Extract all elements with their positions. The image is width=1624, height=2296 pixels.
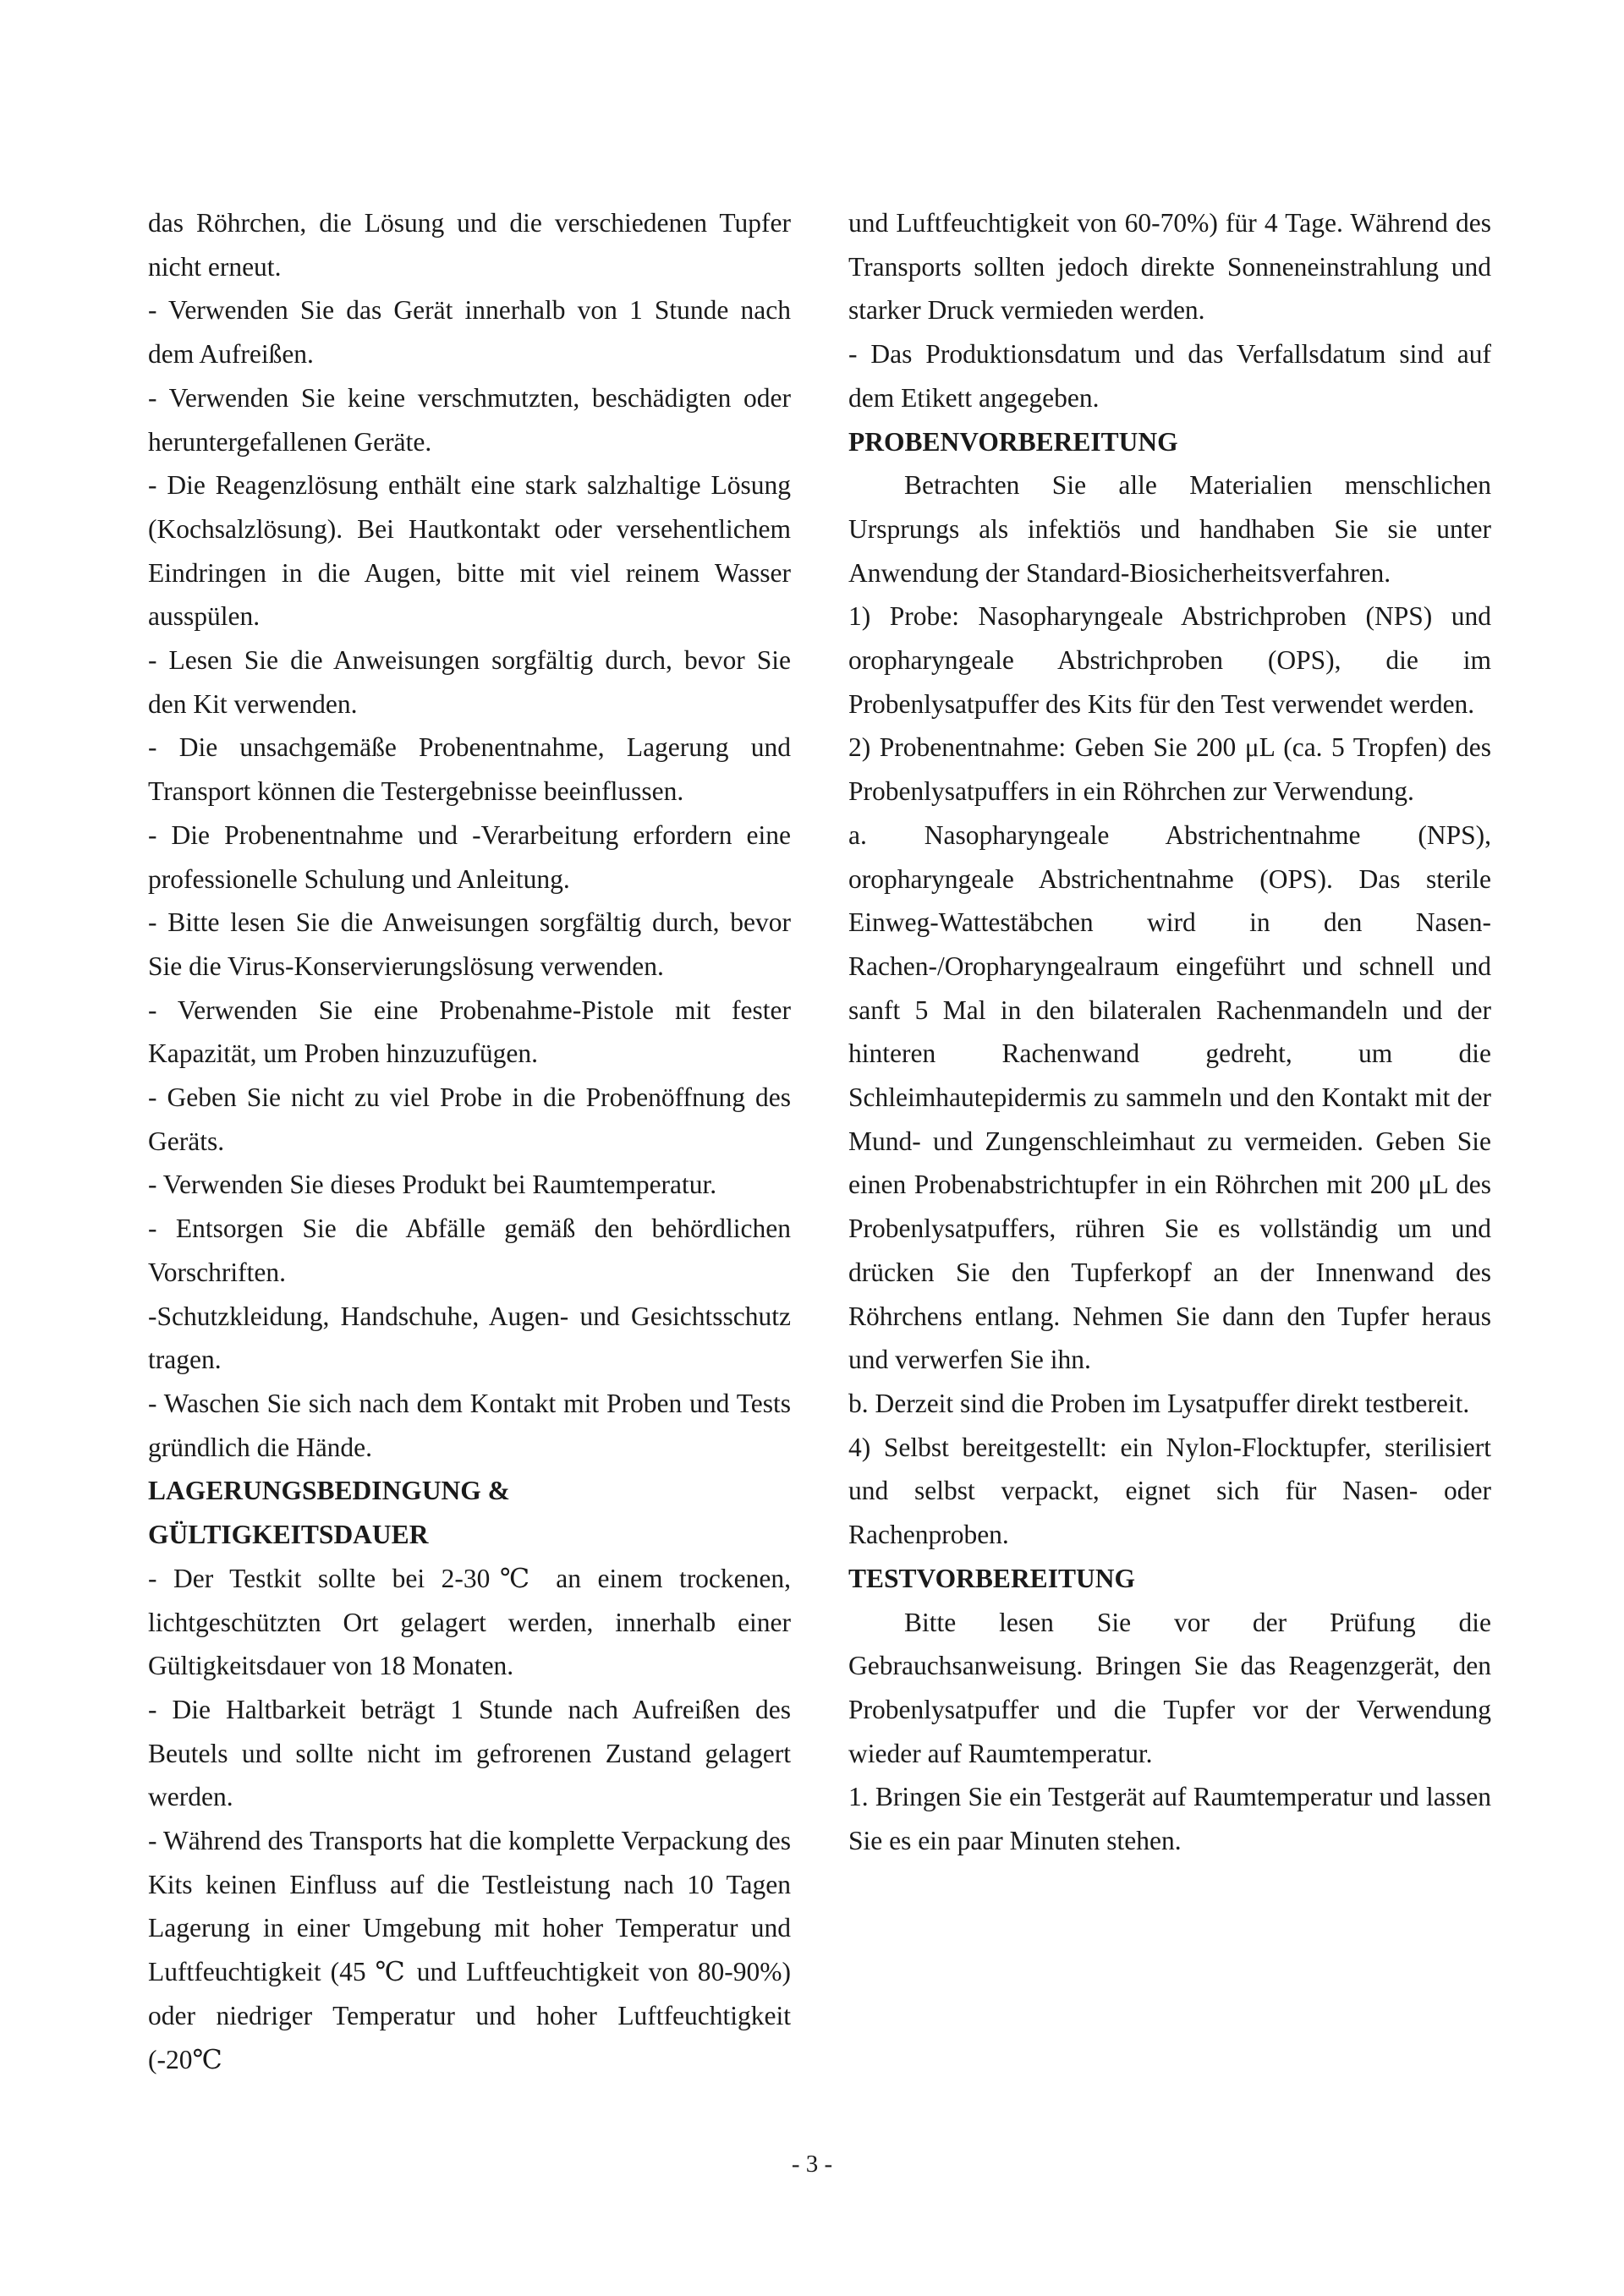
paragraph-improper-sampling: - Die unsachgemäße Probenentnahme, Lagerung und Transport können die Testergebnisse beeinflussen. <box>148 732 791 807</box>
paragraph-tube-reuse: das Röhrchen, die Lösung und die verschiedenen Tupfer nicht erneut. <box>148 208 791 282</box>
paragraph-test-instructions: Bitte lesen Sie vor der Prüfung die Gebrauchsanweisung. Bringen Sie das Reagenzgerät, den Probenlysatpuffer und die Tupfer vor der Verwendung wieder auf Raumtemperatur. <box>848 1607 1491 1768</box>
paragraph-no-damaged-devices: - Verwenden Sie keine verschmutzten, beschädigten oder heruntergefallenen Geräte. <box>148 382 791 457</box>
heading-validity: GÜLTIGKEITSDAUER <box>148 1520 429 1550</box>
paragraph-production-date: - Das Produktionsdatum und das Verfallsdatum sind auf dem Etikett angegeben. <box>848 339 1491 413</box>
paragraph-transport-continued: und Luftfeuchtigkeit von 60-70%) für 4 Tage. Während des Transports sollten jedoch direkte Sonneneinstrahlung und starker Druck vermieden werden. <box>848 208 1491 326</box>
paragraph-protective-clothing: -Schutzkleidung, Handschuhe, Augen- und Gesichtsschutz tragen. <box>148 1301 791 1375</box>
paragraph-self-provided: 4) Selbst bereitgestellt: ein Nylon-Flocktupfer, sterilisiert und selbst verpackt, eignet sich für Nasen- oder Rachenproben. <box>848 1432 1491 1550</box>
paragraph-waste-disposal: - Entsorgen Sie die Abfälle gemäß den behördlichen Vorschriften. <box>148 1214 791 1287</box>
right-column <box>848 201 1491 1863</box>
paragraph-storage-temperature: - Der Testkit sollte bei 2-30℃ an einem trockenen, lichtgeschützten Ort gelagert werden, innerhalb einer Gültigkeitsdauer von 18 Monaten. <box>148 1563 791 1681</box>
paragraph-preservation-solution: - Bitte lesen Sie die Anweisungen sorgfältig durch, bevor Sie die Virus-Konservierungslösung verwenden. <box>148 907 791 981</box>
paragraph-transport: - Während des Transports hat die komplette Verpackung des Kits keinen Einfluss auf die Testleistung nach 10 Tagen Lagerung in einer Umgebung mit hoher Temperatur und Luftfeuchtigkeit (45 ℃ und Luftfeuchtigkeit von 80-90%) oder niedriger Temperatur und hoher Luftfeuchtigkeit (-20℃ <box>148 1826 791 2074</box>
heading-sample-preparation: PROBENVORBEREITUNG <box>848 426 1178 457</box>
paragraph-swab-procedure: a. Nasopharyngeale Abstrichentnahme (NPS), oropharyngeale Abstrichentnahme (OPS). Das sterile Einweg-Wattestäbchen wird in den Nasen-Rachen-/Oropharyngealraum eingeführt und schnell und sanft 5 Mal in den bilateralen Rachenmandeln und der hinteren Rachenwand gedreht, um die Schleimhautepidermis zu sammeln und den Kontakt mit der Mund- und Zungenschleimhaut zu vermeiden. Geben Sie einen Probenabstrichtupfer in ein Röhrchen mit 200 μL des Probenlysatpuffers, rühren Sie es vollständig um und drücken Sie den Tupferkopf an der Innenwand des Röhrchens entlang. Nehmen Sie dann den Tupfer heraus und verwerfen Sie ihn. <box>848 819 1491 1375</box>
paragraph-room-temperature: - Verwenden Sie dieses Produkt bei Raumtemperatur. <box>148 1170 717 1200</box>
page-number: - 3 - <box>791 2151 833 2178</box>
paragraph-wash-hands: - Waschen Sie sich nach dem Kontakt mit Proben und Tests gründlich die Hände. <box>148 1388 791 1462</box>
paragraph-sample-type: 1) Probe: Nasopharyngeale Abstrichproben (NPS) und oropharyngeale Abstrichproben (OPS), die im Probenlysatpuffer des Kits für den Test verwendet werden. <box>848 601 1491 719</box>
paragraph-reagent-saline: - Die Reagenzlösung enthält eine stark salzhaltige Lösung (Kochsalzlösung). Bei Hautkontakt oder versehentlichem Eindringen in die Augen, bitte mit viel reinem Wasser ausspülen. <box>148 470 791 632</box>
paragraph-bring-to-room-temp: 1. Bringen Sie ein Testgerät auf Raumtemperatur und lassen Sie es ein paar Minuten stehen. <box>848 1782 1491 1856</box>
paragraph-sample-amount: - Geben Sie nicht zu viel Probe in die Probenöffnung des Geräts. <box>148 1082 791 1156</box>
heading-test-preparation: TESTVORBEREITUNG <box>848 1563 1135 1593</box>
paragraph-sample-collection: 2) Probenentnahme: Geben Sie 200 μL (ca. 5 Tropfen) des Probenlysatpuffers in ein Röhrchen zur Verwendung. <box>848 732 1491 807</box>
paragraph-biosafety: Betrachten Sie alle Materialien menschlichen Ursprungs als infektiös und handhaben Sie sie unter Anwendung der Standard-Biosicherheitsverfahren. <box>848 470 1491 588</box>
paragraph-professional-training: - Die Probenentnahme und -Verarbeitung erfordern eine professionelle Schulung und Anleitung. <box>148 819 791 894</box>
paragraph-shelf-life: - Die Haltbarkeit beträgt 1 Stunde nach Aufreißen des Beutels und sollte nicht im gefrorenen Zustand gelagert werden. <box>148 1694 791 1812</box>
heading-storage-conditions: LAGERUNGSBEDINGUNG & <box>148 1476 510 1506</box>
paragraph-ready-for-test: b. Derzeit sind die Proben im Lysatpuffer direkt testbereit. <box>848 1388 1470 1418</box>
paragraph-sampling-pistol: - Verwenden Sie eine Probenahme-Pistole mit fester Kapazität, um Proben hinzuzufügen. <box>148 995 791 1069</box>
paragraph-use-within-hour: - Verwenden Sie das Gerät innerhalb von 1 Stunde nach dem Aufreißen. <box>148 295 791 370</box>
paragraph-read-instructions: - Lesen Sie die Anweisungen sorgfältig durch, bevor Sie den Kit verwenden. <box>148 645 791 719</box>
left-column <box>148 201 791 2081</box>
